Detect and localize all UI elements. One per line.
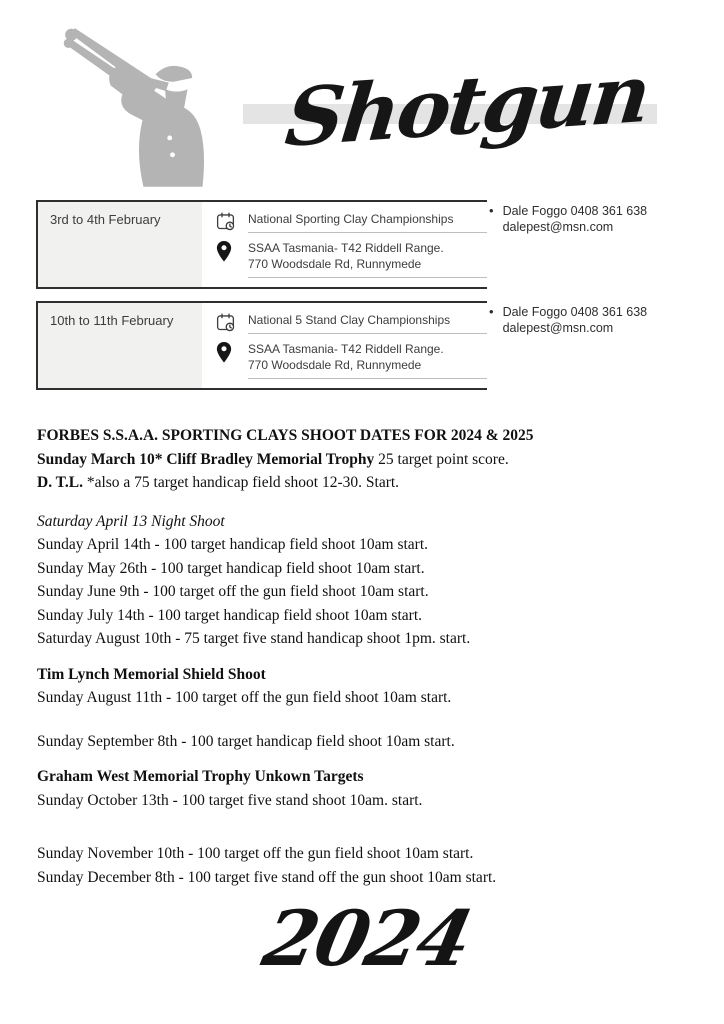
schedule-line: Sunday July 14th - 100 target handicap field shoot 10am start.	[37, 606, 422, 624]
schedule-line: Sunday May 26th - 100 target handicap field shoot 10am start.	[37, 559, 425, 577]
contact-text	[503, 203, 648, 235]
schedule-line: Graham West Memorial Trophy Unkown Targets	[37, 768, 364, 785]
schedule-spacer	[37, 753, 622, 765]
event-venue-line: SSAA Tasmania- T42 Riddell Range.	[248, 342, 444, 356]
bullet-icon: •	[489, 304, 494, 319]
schedule-spacer	[37, 710, 622, 730]
event-venue-line: SSAA Tasmania- T42 Riddell Range.	[248, 241, 444, 255]
contact-email: dalepest@msn.com	[502, 321, 614, 335]
shoot-dates-schedule	[37, 424, 622, 889]
event-date: 3rd to 4th February	[38, 202, 202, 287]
event-block	[36, 301, 487, 390]
contact-name-phone: Dale Foggo 0408 361 638	[502, 305, 648, 319]
schedule-line: Sunday November 10th - 100 target off the gun field shoot 10am start.	[37, 845, 474, 862]
event-address	[248, 240, 487, 278]
schedule-line: Saturday April 13 Night Shoot	[37, 512, 225, 530]
footer-year: 2024	[255, 894, 479, 983]
schedule-spacer	[37, 495, 622, 510]
schedule-line: Sunday March 10* Cliff Bradley Memorial Trophy 25 target point score.	[37, 450, 509, 468]
calendar-clock-icon	[215, 211, 237, 232]
schedule-line: Tim Lynch Memorial Shield Shoot	[37, 665, 266, 683]
calendar-clock-icon	[215, 312, 237, 333]
event-date: 10th to 11th February	[38, 303, 202, 388]
schedule-line: Sunday April 14th - 100 target handicap field shoot 10am start.	[37, 536, 429, 553]
schedule-spacer	[37, 651, 622, 663]
page-title: Shotgun	[281, 46, 653, 165]
event-name-row	[215, 312, 487, 334]
schedule-line: Sunday December 8th - 100 target five stand off the gun shoot 10am start.	[37, 868, 497, 886]
bullet-icon: •	[489, 203, 494, 218]
event-location-row	[215, 240, 487, 278]
event-details	[215, 312, 487, 386]
event-address	[248, 341, 487, 379]
event-location-row	[215, 341, 487, 379]
event-block	[36, 200, 487, 289]
schedule-lines	[37, 448, 622, 890]
schedule-line: Sunday June 9th - 100 target off the gun field shoot 10am start.	[37, 583, 429, 600]
event-name-row	[215, 211, 487, 233]
contact-entry	[489, 203, 704, 235]
location-pin-icon	[215, 240, 237, 263]
event-name: National 5 Stand Clay Championships	[248, 312, 487, 334]
location-pin-icon	[215, 341, 237, 364]
contact-entry	[489, 304, 704, 336]
event-street-line: 770 Woodsdale Rd, Runnymede	[248, 358, 422, 372]
event-details	[215, 211, 487, 285]
schedule-line: Sunday September 8th - 100 target handicap field shoot 10am start.	[37, 732, 455, 750]
schedule-line: D. T.L. *also a 75 target handicap field shoot 12-30. Start.	[37, 474, 400, 491]
contact-text	[503, 304, 648, 336]
schedule-line: Sunday October 13th - 100 target five stand shoot 10am. start.	[37, 791, 423, 809]
schedule-heading: FORBES S.S.A.A. SPORTING CLAYS SHOOT DATES FOR 2024 & 2025	[37, 427, 534, 444]
contact-email: dalepest@msn.com	[502, 220, 614, 234]
contact-name-phone: Dale Foggo 0408 361 638	[502, 204, 648, 218]
schedule-spacer	[37, 812, 622, 842]
event-street-line: 770 Woodsdale Rd, Runnymede	[248, 257, 422, 271]
schedule-line: Sunday August 11th - 100 target off the gun field shoot 10am start.	[37, 689, 452, 706]
event-name: National Sporting Clay Championships	[248, 211, 487, 233]
clay-shooter-silhouette-icon	[60, 26, 210, 188]
schedule-line: Saturday August 10th - 75 target five stand handicap shoot 1pm. start.	[37, 630, 471, 647]
